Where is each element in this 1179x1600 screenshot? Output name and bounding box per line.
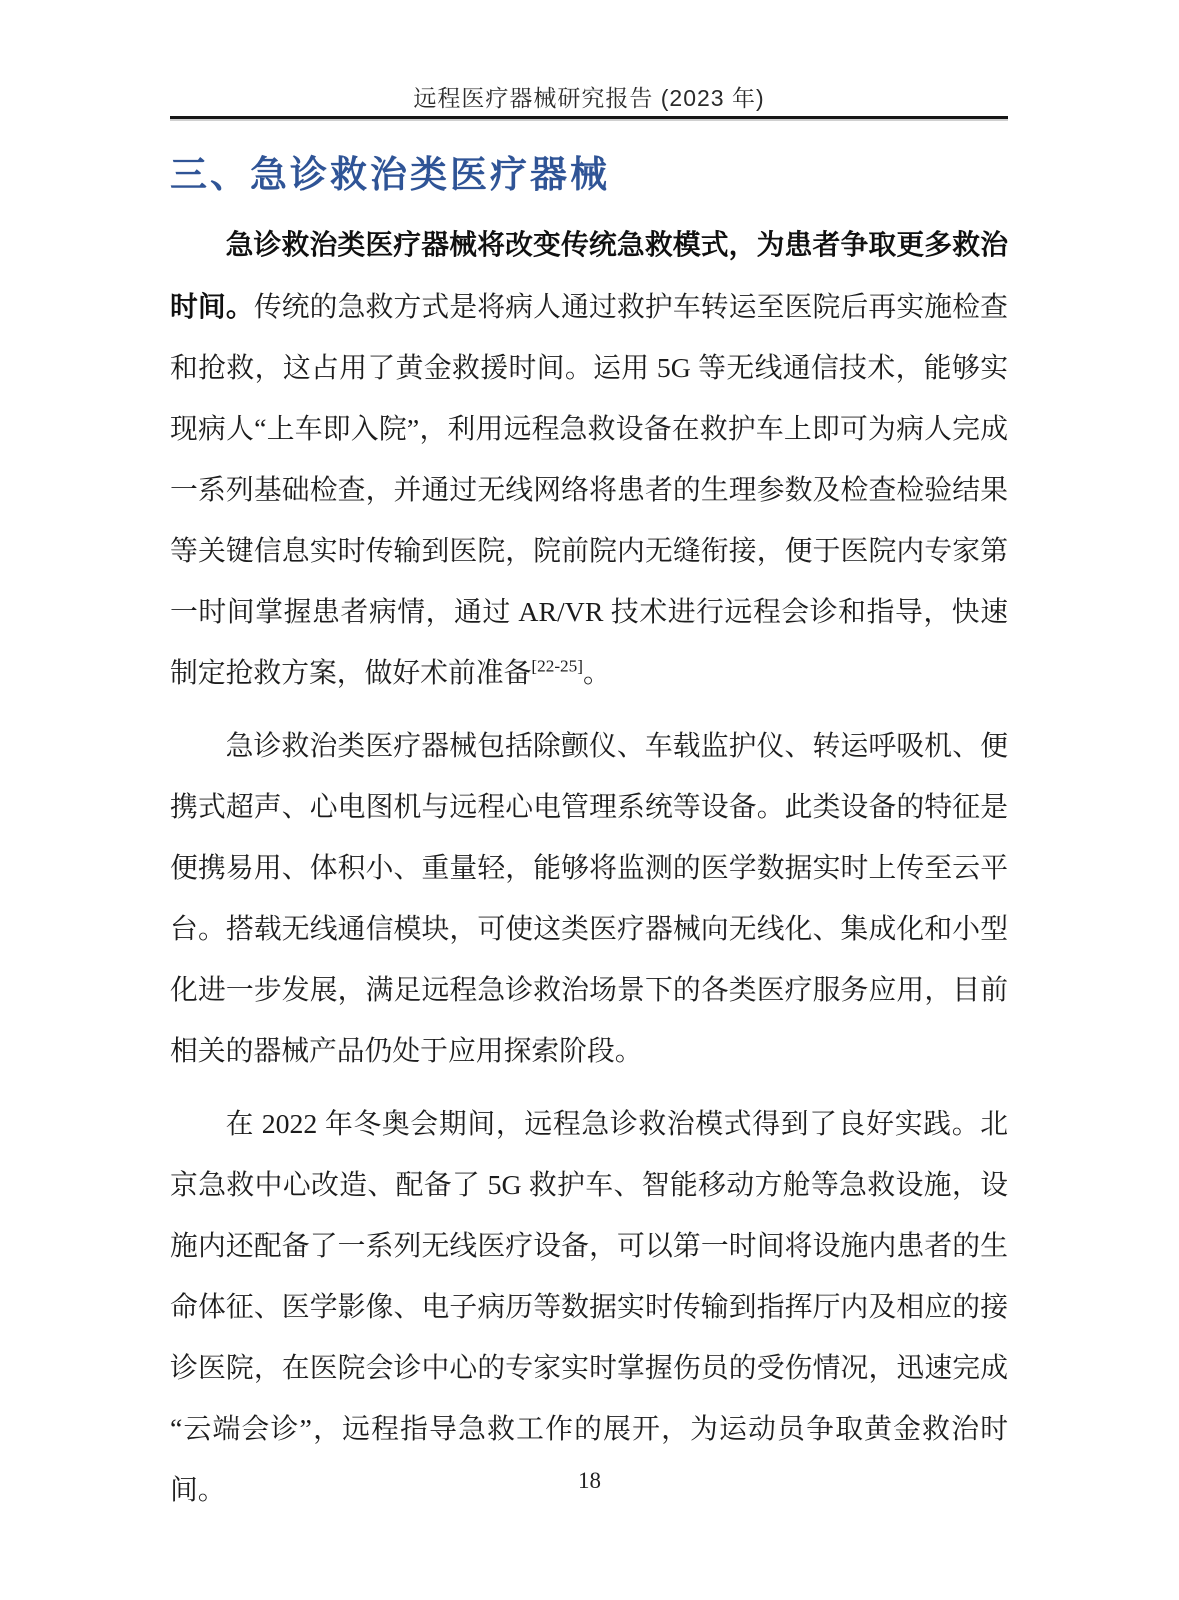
page-number: 18 [578,1468,601,1493]
paragraph-1 [170,214,1008,704]
page-header [170,80,1008,113]
paragraph-1-period: 。 [583,658,611,689]
body-content [170,214,1008,1521]
paragraph-3: 在 2022 年冬奥会期间，远程急诊救治模式得到了良好实践。北京急救中心改造、配备了 5G 救护车、智能移动方舱等急救设施，设施内还配备了一系列无线医疗设备，可以第一时间将设施内患者的生命体征、医学影像、电子病历等数据实时传输到指挥厅内及相应的接诊医院，在医院会诊中心的专家实时掌握伤员的受伤情况，迅速完成“云端会诊”，远程指导急救工作的展开，为运动员争取黄金救治时间。 [170,1109,1008,1506]
paragraph-2: 急诊救治类医疗器械包括除颤仪、车载监护仪、转运呼吸机、便携式超声、心电图机与远程心电管理系统等设备。此类设备的特征是便携易用、体积小、重量轻，能够将监测的医学数据实时上传至云平台。搭载无线通信模块，可使这类医疗器械向无线化、集成化和小型化进一步发展，满足远程急诊救治场景下的各类医疗服务应用，目前相关的器械产品仍处于应用探索阶段。 [170,731,1008,1067]
header-divider [170,116,1008,119]
citation-reference: [22-25] [531,656,584,676]
paragraph-1-bold-lead: 急诊救治类医疗器械将改变传统急救模式，为患者争取更多救治时间。 [170,229,1008,322]
paragraph-1-text: 传统的急救方式是将病人通过救护车转运至医院后再实施检查和抢救，这占用了黄金救援时间。运用 5G 等无线通信技术，能够实现病人“上车即入院”，利用远程急救设备在救护车上即可为病人完成一系列基础检查，并通过无线网络将患者的生理参数及检查检验结果等关键信息实时传输到医院，院前院内无缝衔接，便于医院内专家第一时间掌握患者病情，通过 AR/VR 技术进行远程会诊和指导，快速制定抢救方案，做好术前准备 [170,292,1008,689]
header-title: 远程医疗器械研究报告 (2023 年) [413,85,765,111]
section-heading: 三、急诊救治类医疗器械 [170,154,610,195]
page-footer [0,1468,1179,1494]
